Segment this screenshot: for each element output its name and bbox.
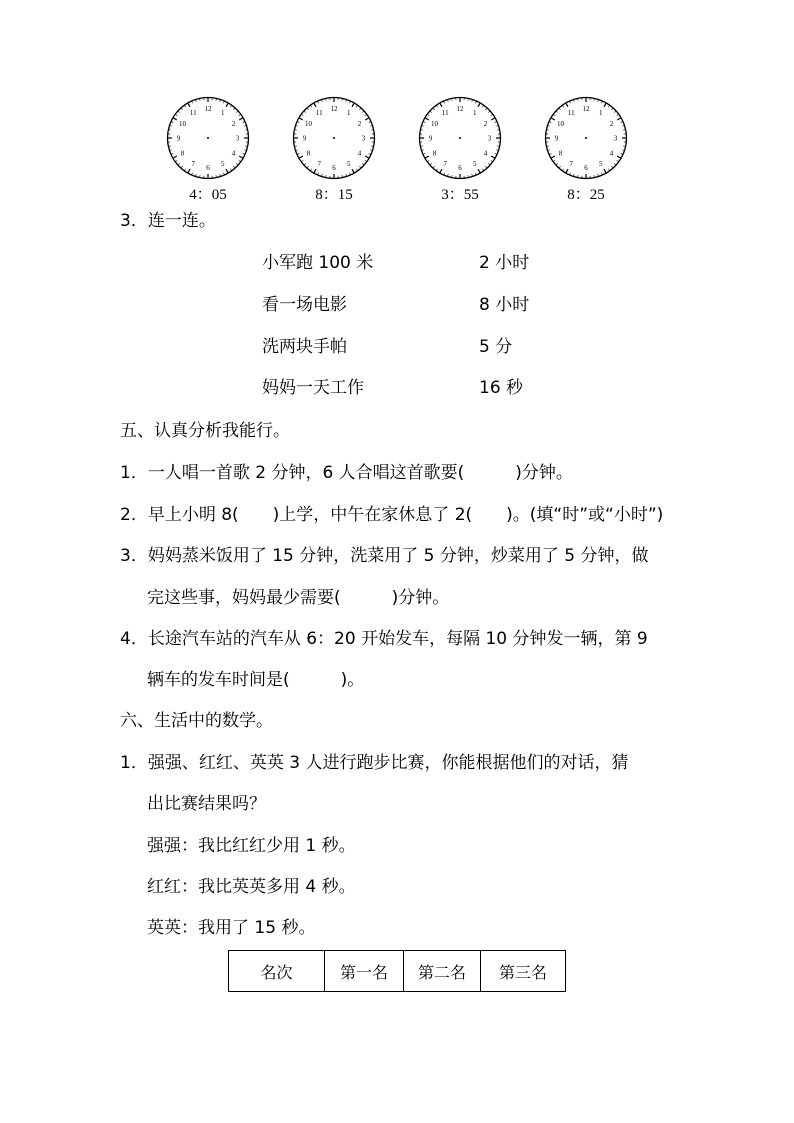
section-title: 六、生活中的数学。 — [120, 711, 273, 731]
question-text: 3．妈妈蒸米饭用了 15 分钟，洗菜用了 5 分钟，炒菜用了 5 分钟，做 — [120, 546, 649, 566]
clock-tick — [365, 156, 369, 158]
section-title: 五、认真分析我能行。 — [120, 421, 290, 441]
clock-number: 5 — [473, 160, 477, 169]
clock-tick — [314, 103, 316, 107]
clock-number: 5 — [599, 160, 603, 169]
clock-tick — [226, 103, 228, 107]
clock-tick — [553, 114, 555, 115]
clock-number: 3 — [235, 134, 240, 143]
table-header-cell: 第二名 — [404, 951, 481, 992]
clock-number: 6 — [206, 164, 210, 172]
clock-tick — [559, 166, 561, 168]
clock-number: 6 — [584, 164, 588, 172]
clock-tick — [488, 163, 490, 165]
clock-number: 1 — [599, 108, 603, 117]
clock-tick — [233, 108, 235, 110]
clock-tick — [365, 118, 369, 120]
clock-tick — [436, 105, 437, 107]
clock-number: 10 — [556, 119, 564, 128]
question-text: 完这些事，妈妈最少需要( )分钟。 — [147, 588, 450, 608]
clock-number: 6 — [332, 164, 336, 172]
clock-tick — [491, 160, 493, 161]
clock-number: 11 — [189, 108, 197, 117]
clock-number: 9 — [302, 134, 307, 143]
clock-tick — [491, 118, 495, 120]
clock-tick — [173, 156, 177, 158]
clock-tick — [559, 108, 561, 110]
clock-tick — [617, 118, 621, 120]
question-text: 1．强强、红红、英英 3 人进行跑步比赛，你能根据他们的对话，猜 — [120, 753, 629, 773]
clock-number: 4 — [483, 149, 488, 158]
clock-tick — [440, 169, 442, 173]
table-header-cell: 第一名 — [325, 951, 404, 992]
clock-number: 12 — [330, 105, 338, 113]
clock-tick — [184, 105, 185, 107]
clock-tick — [427, 114, 429, 115]
clock-tick — [239, 118, 243, 120]
clock-center-dot — [207, 137, 209, 139]
clock-number: 7 — [443, 160, 447, 169]
clock-number: 1 — [473, 108, 477, 117]
clock-number: 10 — [430, 119, 438, 128]
clock-tick — [562, 169, 563, 171]
clock-number: 11 — [441, 108, 449, 117]
clock-tick — [425, 118, 429, 120]
clock-tick — [562, 105, 563, 107]
clock-tick — [617, 156, 621, 158]
clock-tick — [233, 166, 235, 168]
clock-tick — [310, 169, 311, 171]
clock-tick — [304, 163, 306, 165]
clock-tick — [485, 108, 487, 110]
clock-tick — [551, 156, 555, 158]
clock-number: 3 — [613, 134, 618, 143]
clock-center-dot — [459, 137, 461, 139]
question-text: 出比赛结果吗？ — [147, 794, 266, 814]
clock-tick — [362, 111, 364, 113]
clock-number: 9 — [176, 134, 181, 143]
clock-face-1 — [166, 96, 250, 180]
clock-number: 11 — [315, 108, 323, 117]
clock-number: 8 — [432, 149, 437, 158]
clock-center-dot — [333, 137, 335, 139]
clock-tick — [188, 103, 190, 107]
clock-number: 8 — [180, 149, 185, 158]
clock-center-dot — [585, 137, 587, 139]
clock-tick — [359, 108, 361, 110]
clock-tick — [301, 114, 303, 115]
dialog-line: 红红：我比英英多用 4 秒。 — [147, 877, 356, 897]
clock-tick — [425, 156, 429, 158]
match-right-item: 5 分 — [479, 337, 513, 357]
clock-tick — [178, 163, 180, 165]
clock-tick — [608, 169, 609, 171]
clock-number: 7 — [191, 160, 195, 169]
clock-number: 5 — [347, 160, 351, 169]
clock-tick — [307, 108, 309, 110]
clock-number: 6 — [458, 164, 462, 172]
clock-tick — [478, 103, 480, 107]
clock-tick — [236, 163, 238, 165]
clock-time-label: 3：55 — [441, 187, 479, 203]
clock-tick — [433, 108, 435, 110]
match-left-item: 看一场电影 — [262, 295, 347, 315]
match-left-item: 小军跑 100 米 — [262, 253, 374, 273]
clock-tick — [611, 108, 613, 110]
clock-number: 7 — [317, 160, 321, 169]
clock-tick — [365, 114, 367, 115]
clock-tick — [236, 111, 238, 113]
clock-number: 2 — [609, 119, 614, 128]
clock-tick — [427, 160, 429, 161]
question-text: 2．早上小明 8( )上学，中午在家休息了 2( )。(填“时”或“小时”) — [120, 505, 664, 525]
clock-number: 3 — [361, 134, 366, 143]
match-right-item: 8 小时 — [479, 295, 530, 315]
clock-tick — [551, 118, 555, 120]
clock-tick — [488, 111, 490, 113]
table-row — [229, 951, 566, 992]
clock-number: 2 — [483, 119, 488, 128]
clock-number: 4 — [231, 149, 236, 158]
clock-tick — [307, 166, 309, 168]
clock-number: 9 — [428, 134, 433, 143]
clock-tick — [430, 163, 432, 165]
clock-number: 9 — [554, 134, 559, 143]
clock-number: 5 — [221, 160, 225, 169]
clock-tick — [608, 105, 609, 107]
clock-face-4 — [544, 96, 628, 180]
table-header-cell: 名次 — [229, 951, 325, 992]
question-title: 3．连一连。 — [120, 211, 216, 231]
clock-tick — [365, 160, 367, 161]
clock-tick — [566, 169, 568, 173]
clock-tick — [440, 103, 442, 107]
clock-tick — [356, 169, 357, 171]
clock-tick — [604, 103, 606, 107]
clock-tick — [230, 169, 231, 171]
clock-face-3 — [418, 96, 502, 180]
clock-tick — [614, 111, 616, 113]
match-right-item: 2 小时 — [479, 253, 530, 273]
clock-tick — [230, 105, 231, 107]
clock-tick — [184, 169, 185, 171]
clock-tick — [491, 156, 495, 158]
clock-tick — [304, 111, 306, 113]
clock-number: 12 — [582, 105, 590, 113]
clock-number: 10 — [178, 119, 186, 128]
table-header-cell: 第三名 — [481, 951, 566, 992]
clock-tick — [482, 169, 483, 171]
clock-number: 4 — [609, 149, 614, 158]
clock-number: 1 — [221, 108, 225, 117]
clock-tick — [299, 156, 303, 158]
clock-tick — [617, 160, 619, 161]
clock-number: 12 — [204, 105, 212, 113]
clock-tick — [614, 163, 616, 165]
clock-tick — [239, 160, 241, 161]
clock-tick — [553, 160, 555, 161]
clock-number: 11 — [567, 108, 575, 117]
clock-number: 7 — [569, 160, 573, 169]
question-text: 1．一人唱一首歌 2 分钟，6 人合唱这首歌要( )分钟。 — [120, 463, 573, 483]
clock-tick — [482, 105, 483, 107]
clock-tick — [478, 169, 480, 173]
clock-tick — [181, 108, 183, 110]
clock-tick — [491, 114, 493, 115]
question-text: 辆车的发车时间是( )。 — [147, 670, 365, 690]
clock-number: 2 — [357, 119, 362, 128]
clock-face-2 — [292, 96, 376, 180]
clock-number: 8 — [558, 149, 563, 158]
clock-number: 8 — [306, 149, 311, 158]
clock-tick — [301, 160, 303, 161]
clock-time-label: 8：25 — [567, 187, 605, 203]
clock-tick — [611, 166, 613, 168]
question-text: 4．长途汽车站的汽车从 6：20 开始发车，每隔 10 分钟发一辆，第 9 — [120, 629, 648, 649]
clock-tick — [178, 111, 180, 113]
clock-tick — [485, 166, 487, 168]
clock-tick — [314, 169, 316, 173]
clock-tick — [617, 114, 619, 115]
clock-number: 1 — [347, 108, 351, 117]
clock-tick — [173, 118, 177, 120]
clock-tick — [430, 111, 432, 113]
clock-tick — [433, 166, 435, 168]
clock-tick — [175, 114, 177, 115]
clock-tick — [239, 114, 241, 115]
clock-tick — [239, 156, 243, 158]
clock-tick — [352, 169, 354, 173]
clock-tick — [556, 111, 558, 113]
clock-tick — [362, 163, 364, 165]
clock-tick — [226, 169, 228, 173]
clock-tick — [556, 163, 558, 165]
clock-number: 3 — [487, 134, 492, 143]
clock-tick — [310, 105, 311, 107]
clock-tick — [188, 169, 190, 173]
clock-time-label: 8：15 — [315, 187, 353, 203]
match-left-item: 洗两块手帕 — [262, 337, 347, 357]
dialog-line: 强强：我比红红少用 1 秒。 — [147, 836, 356, 856]
dialog-line: 英英：我用了 15 秒。 — [147, 918, 316, 938]
clock-number: 2 — [231, 119, 236, 128]
clock-tick — [175, 160, 177, 161]
clock-number: 12 — [456, 105, 464, 113]
clock-tick — [436, 169, 437, 171]
clock-tick — [356, 105, 357, 107]
match-left-item: 妈妈一天工作 — [262, 378, 364, 398]
clock-tick — [604, 169, 606, 173]
clock-tick — [359, 166, 361, 168]
clock-number: 10 — [304, 119, 312, 128]
clock-time-label: 4：05 — [189, 187, 227, 203]
clock-number: 4 — [357, 149, 362, 158]
clock-tick — [181, 166, 183, 168]
match-right-item: 16 秒 — [479, 378, 524, 398]
clock-tick — [566, 103, 568, 107]
clock-tick — [299, 118, 303, 120]
clock-tick — [352, 103, 354, 107]
ranking-table — [228, 950, 566, 992]
